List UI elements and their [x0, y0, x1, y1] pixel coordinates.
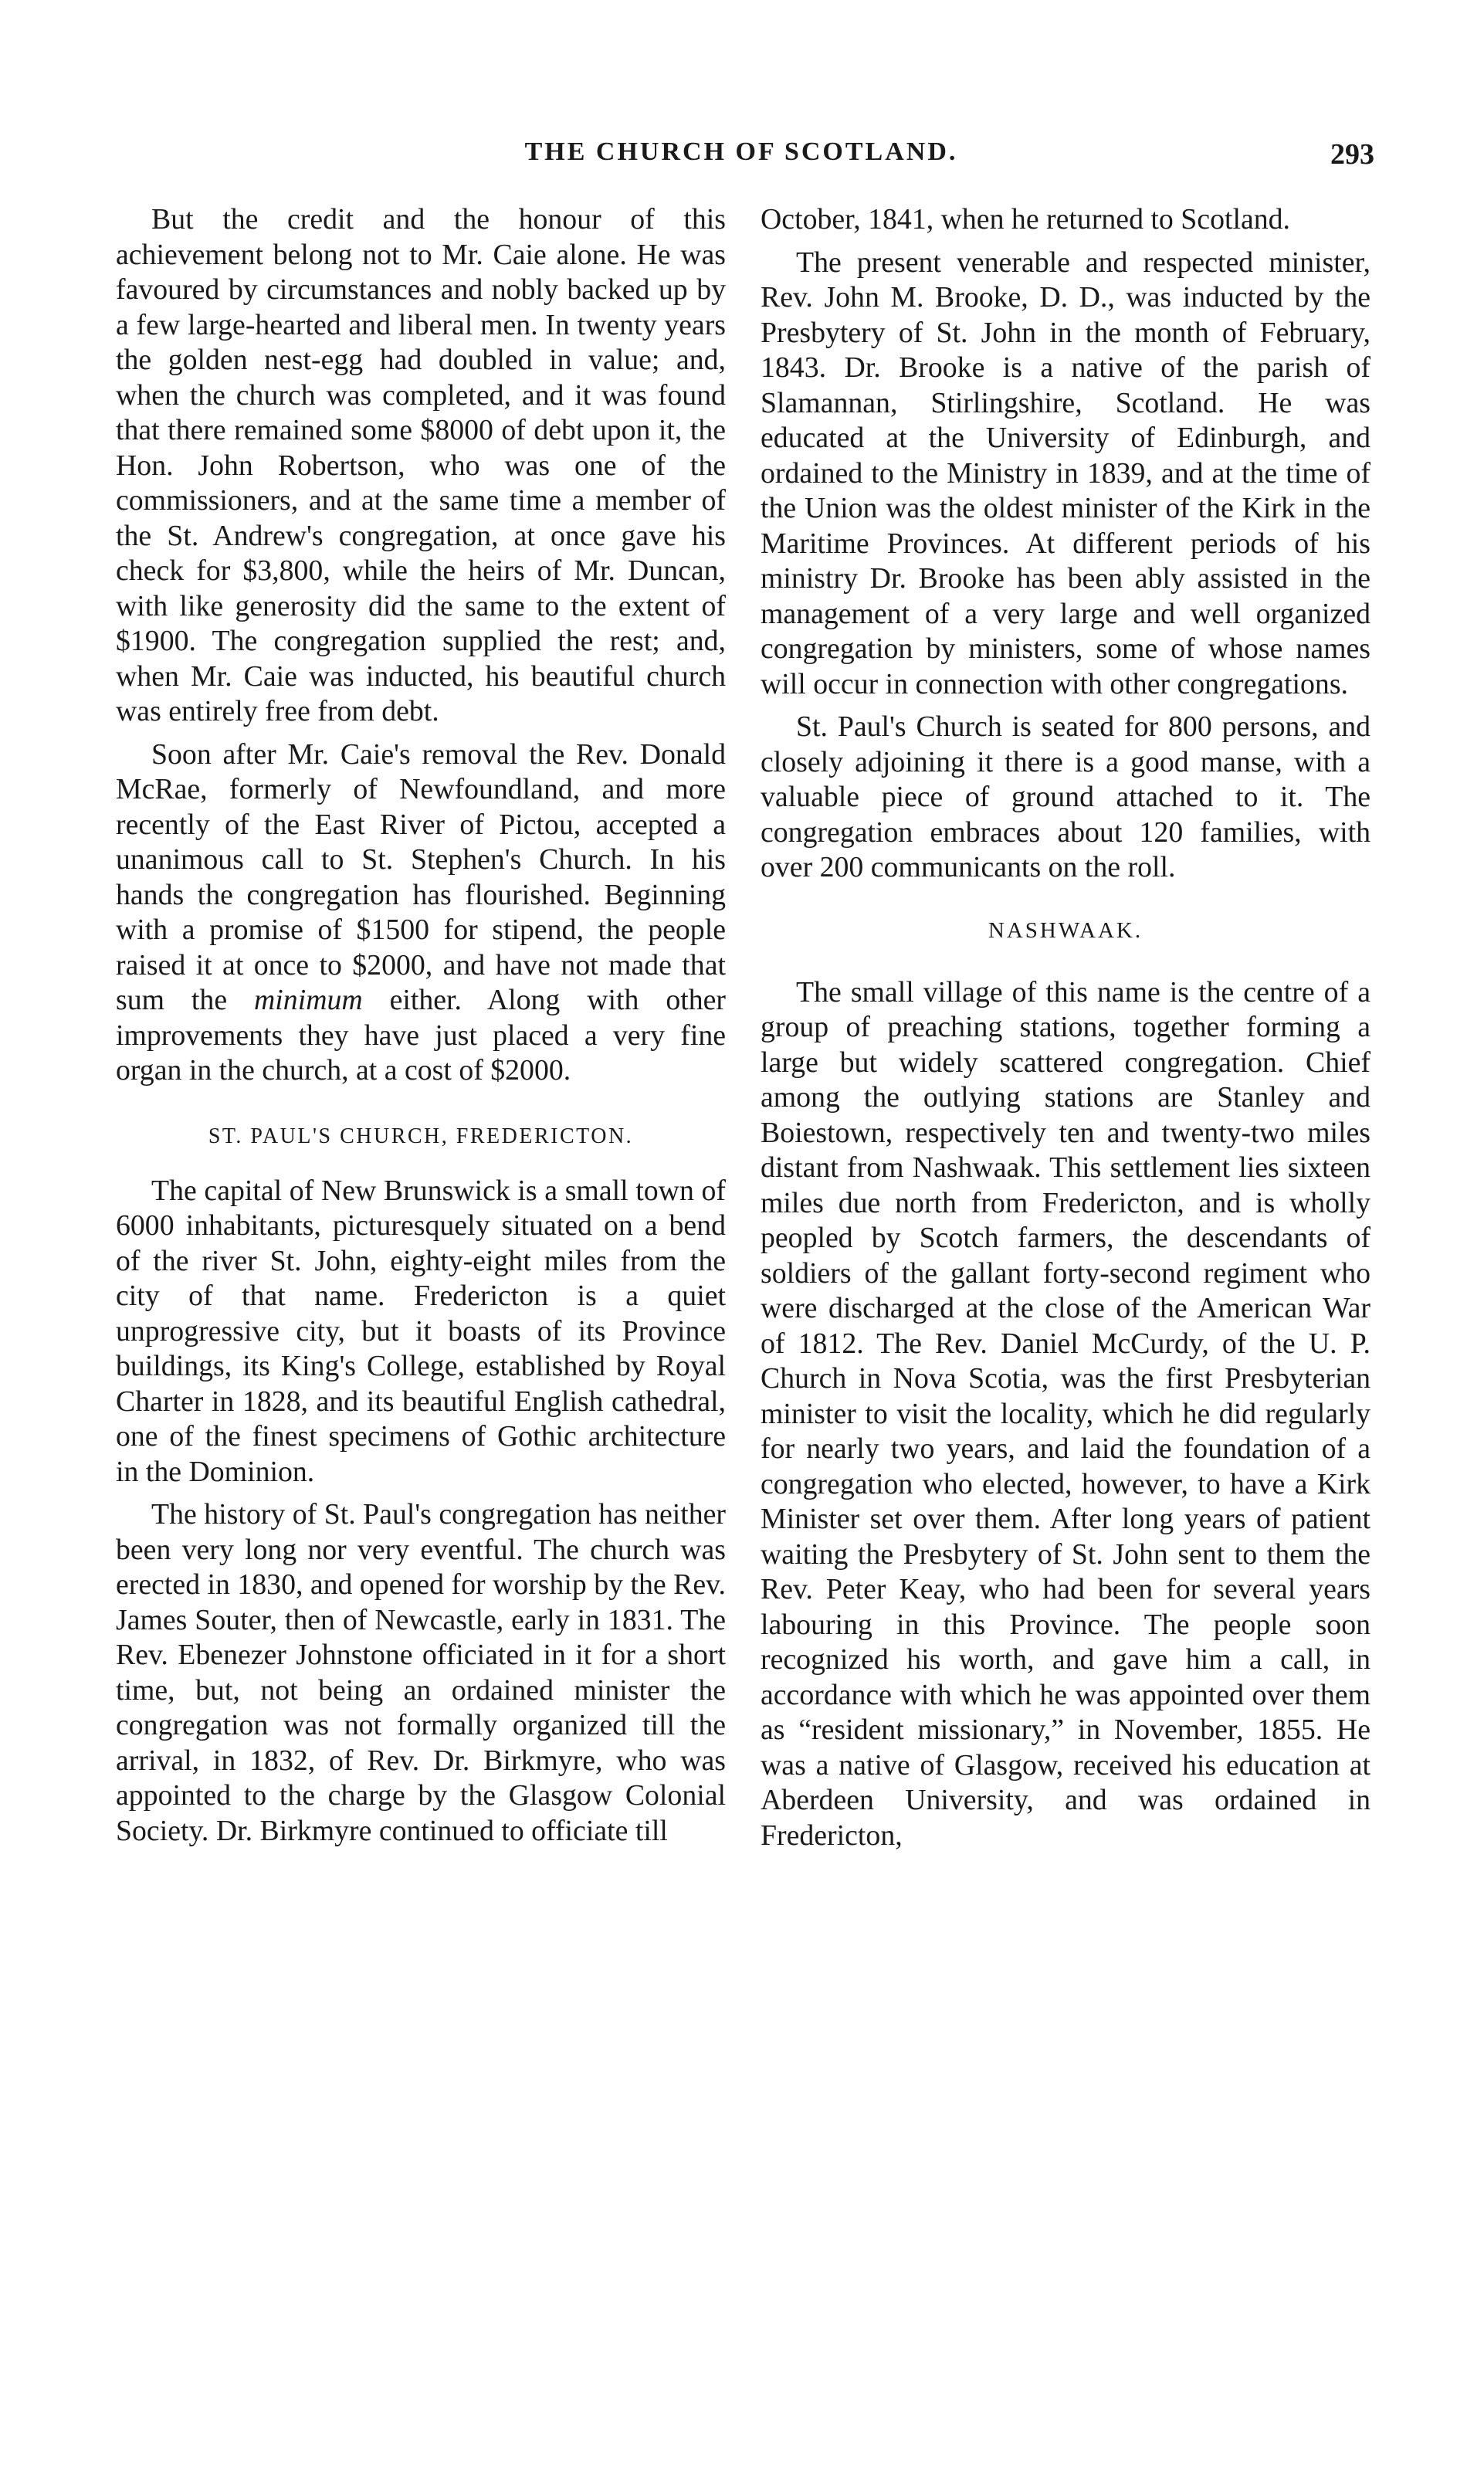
section-heading-nashwaak: NASHWAAK.	[988, 917, 1143, 943]
italic-minimum: minimum	[254, 984, 363, 1016]
left-column	[116, 202, 726, 1856]
section-heading-st-pauls: ST. PAUL'S CHURCH, FREDERICTON.	[208, 1124, 634, 1148]
page-number: 293	[1330, 138, 1374, 171]
paragraph-st-pauls-history: The history of St. Paul's congregation has neither been very long nor very eventful. The church was erected in 1830, and opened for worship by the Rev. James Souter, then of Newcastle, early in 1831. The Rev. Ebenezer Johnstone officiated in it for a short time, but, not being an ordained minister the congregation was not formally organized till the arrival, in 1832, of Rev. Dr. Birkmyre, who was appointed to the charge by the Glasgow Colonial Society. Dr. Birkmyre continued to officiate till	[116, 1498, 727, 1847]
running-head	[108, 137, 1374, 184]
running-title: THE CHURCH OF SCOTLAND.	[524, 137, 958, 166]
paragraph-mcrae-text-b: either. Along with other improvements they have just placed a very fine organ in the church, at a cost of $2000.	[116, 984, 726, 1087]
paragraph-fredericton: The capital of New Brunswick is a small town of 6000 inhabitants, picturesquely situated on a bend of the river St. John, eighty-eight miles from the city of that name. Fredericton is a quiet unprogressive city, but it boasts of its Province buildings, its King's College, established by Royal Charter in 1828, and its beautiful English cathedral, one of the finest specimens of Gothic architecture in the Dominion.	[116, 1174, 726, 1488]
paragraph-brooke: The present venerable and respected minister, Rev. John M. Brooke, D. D., was inducted by the Presbytery of St. John in the month of February, 1843. Dr. Brooke is a native of the parish of Slamannan, Stirlingshire, Scotland. He was educated at the University of Edinburgh, and ordained to the Ministry in 1839, and at the time of the Union was the oldest minister of the Kirk in the Maritime Provinces. At different periods of his ministry Dr. Brooke has been ably assisted in the management of a very large and well organized congregation by ministers, some of whose names will occur in connection with other congregations.	[761, 246, 1370, 700]
paragraph-mcrae-text-a: Soon after Mr. Caie's removal the Rev. Donald McRae, formerly of Newfoundland, and more recently of the East River of Pictou, accepted a unanimous call to St. Stephen's Church. In his hands the congregation has flourished. Beginning with a promise of $1500 for stipend, the people raised it at once to $2000, and have not made that sum the	[116, 737, 726, 1016]
right-column	[761, 202, 1370, 1861]
paragraph-continuation: October, 1841, when he returned to Scotland.	[761, 203, 1290, 236]
paragraph-credit-honour: But the credit and the honour of this achievement belong not to Mr. Caie alone. He was favoured by circumstances and nobly backed up by a few large-hearted and liberal men. In twenty years the golden nest-egg had doubled in value; and, when the church was completed, and it was found that there remained some $8000 of debt upon it, the Hon. John Robertson, who was one of the commissioners, and at the same time a member of the St. Andrew's congregation, at once gave his check for $3,800, while the heirs of Mr. Duncan, with like generosity did the same to the extent of $1900. The congregation supplied the rest; and, when Mr. Caie was inducted, his beautiful church was entirely free from debt.	[116, 203, 726, 727]
paragraph-nashwaak: The small village of this name is the centre of a group of preaching stations, together forming a large but widely scattered congregation. Chief among the outlying stations are Stanley and Boiestown, respectively ten and twenty-two miles distant from Nashwaak. This settlement lies sixteen miles due north from Fredericton, and is wholly peopled by Scotch farmers, the descendants of soldiers of the gallant forty-second regiment who were discharged at the close of the American War of 1812. The Rev. Daniel McCurdy, of the U. P. Church in Nova Scotia, was the first Presbyterian minister to visit the locality, which he did regularly for nearly two years, and laid the foundation of a congregation who elected, however, to have a Kirk Minister set over them. After long years of patient waiting the Presbytery of St. John sent to them the Rev. Peter Keay, who had been for several years labouring in this Province. The people soon recognized his worth, and gave him a call, in accordance with which he was appointed over them as “resident missionary,” in November, 1855. He was a native of Glasgow, received his education at Aberdeen University, and was ordained in Fredericton,	[761, 975, 1370, 1852]
paragraph-st-pauls-seating: St. Paul's Church is seated for 800 persons, and closely adjoining it there is a good manse, with a valuable piece of ground attached to it. The congregation embraces about 120 families, with over 200 communicants on the roll.	[761, 710, 1370, 883]
paragraph-mcrae	[116, 737, 726, 1089]
